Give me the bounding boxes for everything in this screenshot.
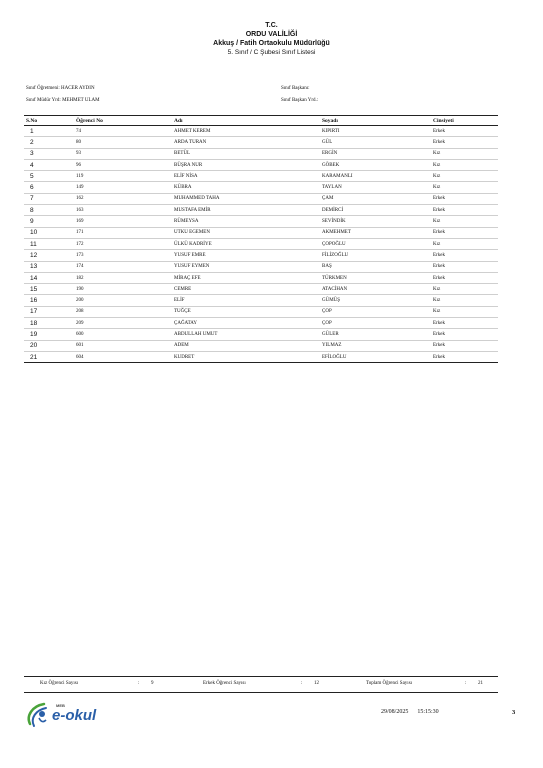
cell-sno: 4 — [24, 159, 74, 170]
cell-gender: Erkek — [431, 126, 498, 137]
table-row — [24, 261, 498, 272]
print-date: 29/08/2025 — [381, 709, 409, 715]
cell-gender: Erkek — [431, 351, 498, 362]
cell-name: ABDULLAH UMUT — [172, 329, 320, 340]
page-number: 3 — [512, 709, 516, 716]
cell-name: AHMET KEREM — [172, 126, 320, 137]
cell-gender: Erkek — [431, 318, 498, 329]
cell-sno: 18 — [24, 318, 74, 329]
cell-gender: Erkek — [431, 205, 498, 216]
cell-surname: ATACİHAN — [320, 284, 431, 295]
logo-text: e-okul — [52, 707, 97, 724]
cell-gender: Erkek — [431, 193, 498, 204]
total-count-label: Toplam Öğrenci Sayısı — [366, 681, 413, 686]
cell-name: ARDA TURAN — [172, 137, 320, 148]
table-row — [24, 126, 498, 137]
cell-student-no: 163 — [74, 205, 172, 216]
cell-gender: Erkek — [431, 227, 498, 238]
header-school: Akkuş / Fatih Ortaokulu Müdürlüğü — [213, 40, 330, 47]
cell-sno: 21 — [24, 351, 74, 362]
cell-gender: Kız — [431, 148, 498, 159]
header-tc: T.C. — [265, 22, 278, 29]
total-count-value: 21 — [478, 681, 483, 686]
cell-surname: GÜL — [320, 137, 431, 148]
logo-meb-text: MEB — [56, 703, 65, 708]
table-row — [24, 295, 498, 306]
cell-surname: SEVİNDİK — [320, 216, 431, 227]
cell-surname: KIPIRTI — [320, 126, 431, 137]
cell-sno: 15 — [24, 284, 74, 295]
cell-name: ÜLKÜ KADRİYE — [172, 238, 320, 249]
cell-name: ADEM — [172, 340, 320, 351]
header-governorship: ORDU VALİLİĞİ — [245, 31, 298, 38]
cell-name: TUĞÇE — [172, 306, 320, 317]
summary-bottom-rule — [24, 692, 498, 693]
cell-name: UTKU EGEMEN — [172, 227, 320, 238]
class-teacher: Sınıf Öğretmeni: HACER AYDIN — [26, 86, 95, 91]
table-row — [24, 318, 498, 329]
cell-gender: Kız — [431, 159, 498, 170]
class-vice-president: Sınıf Başkan Yrd.: — [281, 98, 319, 103]
cell-surname: ERGİN — [320, 148, 431, 159]
cell-student-no: 171 — [74, 227, 172, 238]
column-header-student-no: Öğrenci No — [74, 116, 172, 126]
cell-surname: YILMAZ — [320, 340, 431, 351]
cell-student-no: 93 — [74, 148, 172, 159]
cell-sno: 19 — [24, 329, 74, 340]
cell-gender: Erkek — [431, 329, 498, 340]
cell-name: MUSTAFA EMİR — [172, 205, 320, 216]
cell-student-no: 604 — [74, 351, 172, 362]
cell-sno: 13 — [24, 261, 74, 272]
cell-sno: 7 — [24, 193, 74, 204]
cell-surname: ÇOP — [320, 306, 431, 317]
cell-gender: Kız — [431, 171, 498, 182]
class-president: Sınıf Başkanı: — [281, 86, 310, 91]
boys-count-value: 12 — [314, 681, 319, 686]
table-row — [24, 250, 498, 261]
cell-sno: 12 — [24, 250, 74, 261]
cell-sno: 2 — [24, 137, 74, 148]
column-header-gender: Cinsiyeti — [431, 116, 498, 126]
cell-sno: 16 — [24, 295, 74, 306]
column-header-surname: Soyadı — [320, 116, 431, 126]
total-count-separator: : — [465, 681, 467, 686]
student-table — [24, 115, 498, 363]
cell-surname: AKMEHMET — [320, 227, 431, 238]
cell-student-no: 174 — [74, 261, 172, 272]
cell-surname: FİLİZOĞLU — [320, 250, 431, 261]
table-row — [24, 216, 498, 227]
cell-sno: 14 — [24, 272, 74, 283]
summary-top-rule — [24, 676, 498, 677]
cell-name: BÜŞRA NUR — [172, 159, 320, 170]
cell-student-no: 182 — [74, 272, 172, 283]
cell-student-no: 74 — [74, 126, 172, 137]
print-timestamp — [381, 709, 439, 715]
cell-gender: Erkek — [431, 340, 498, 351]
table-row — [24, 148, 498, 159]
cell-name: KUDRET — [172, 351, 320, 362]
cell-student-no: 200 — [74, 295, 172, 306]
cell-gender: Kız — [431, 306, 498, 317]
column-header-sno: S.No — [24, 116, 74, 126]
table-row — [24, 306, 498, 317]
cell-sno: 11 — [24, 238, 74, 249]
cell-name: CEMRE — [172, 284, 320, 295]
cell-name: BETÜL — [172, 148, 320, 159]
cell-name: RÜMEYSA — [172, 216, 320, 227]
column-header-name: Adı — [172, 116, 320, 126]
cell-name: ELİF NİSA — [172, 171, 320, 182]
cell-surname: TÜRKMEN — [320, 272, 431, 283]
cell-gender: Kız — [431, 284, 498, 295]
cell-gender: Kız — [431, 295, 498, 306]
cell-student-no: 173 — [74, 250, 172, 261]
cell-surname: GÖBEK — [320, 159, 431, 170]
table-row — [24, 284, 498, 295]
vice-principal: Sınıf Müdür Yrd: MEHMET ULAM — [26, 98, 100, 103]
cell-gender: Kız — [431, 238, 498, 249]
cell-surname: EFİLOĞLU — [320, 351, 431, 362]
cell-surname: ÇOPOĞLU — [320, 238, 431, 249]
table-row — [24, 182, 498, 193]
header-list-title: 5. Sınıf / C Şubesi Sınıf Listesi — [227, 49, 316, 56]
girls-count-value: 9 — [151, 681, 154, 686]
girls-count-separator: : — [138, 681, 140, 686]
cell-surname: GÜMÜŞ — [320, 295, 431, 306]
table-row — [24, 340, 498, 351]
cell-gender: Erkek — [431, 250, 498, 261]
cell-name: MUHAMMED TAHA — [172, 193, 320, 204]
cell-student-no: 208 — [74, 306, 172, 317]
cell-student-no: 162 — [74, 193, 172, 204]
cell-sno: 8 — [24, 205, 74, 216]
cell-sno: 17 — [24, 306, 74, 317]
cell-surname: DEMİRCİ — [320, 205, 431, 216]
cell-sno: 5 — [24, 171, 74, 182]
table-row — [24, 171, 498, 182]
cell-sno: 9 — [24, 216, 74, 227]
table-row — [24, 137, 498, 148]
cell-gender: Erkek — [431, 261, 498, 272]
cell-student-no: 169 — [74, 216, 172, 227]
cell-name: KÜBRA — [172, 182, 320, 193]
cell-surname: ÇOP — [320, 318, 431, 329]
table-row — [24, 159, 498, 170]
cell-sno: 6 — [24, 182, 74, 193]
cell-name: YUSUF EMRE — [172, 250, 320, 261]
cell-name: ÇAĞATAY — [172, 318, 320, 329]
table-header-row — [24, 116, 498, 126]
table-row — [24, 193, 498, 204]
cell-student-no: 172 — [74, 238, 172, 249]
cell-sno: 20 — [24, 340, 74, 351]
cell-surname: GÜLER — [320, 329, 431, 340]
cell-student-no: 601 — [74, 340, 172, 351]
cell-name: MİRAÇ EFE — [172, 272, 320, 283]
cell-student-no: 209 — [74, 318, 172, 329]
cell-student-no: 149 — [74, 182, 172, 193]
cell-surname: BAŞ — [320, 261, 431, 272]
girls-count-label: Kız Öğrenci Sayısı — [40, 681, 79, 686]
cell-student-no: 119 — [74, 171, 172, 182]
cell-student-no: 80 — [74, 137, 172, 148]
cell-surname: ÇAM — [320, 193, 431, 204]
cell-student-no: 190 — [74, 284, 172, 295]
cell-gender: Erkek — [431, 272, 498, 283]
cell-gender: Kız — [431, 182, 498, 193]
cell-sno: 1 — [24, 126, 74, 137]
cell-sno: 10 — [24, 227, 74, 238]
boys-count-label: Erkek Öğrenci Sayısı — [203, 681, 246, 686]
print-time: 15:15:30 — [417, 709, 439, 715]
cell-name: YUSUF EYMEN — [172, 261, 320, 272]
cell-gender: Kız — [431, 216, 498, 227]
cell-student-no: 96 — [74, 159, 172, 170]
cell-sno: 3 — [24, 148, 74, 159]
cell-surname: TAYLAN — [320, 182, 431, 193]
boys-count-separator: : — [301, 681, 303, 686]
table-row — [24, 351, 498, 362]
table-row — [24, 272, 498, 283]
cell-surname: KARAMANLI — [320, 171, 431, 182]
table-row — [24, 238, 498, 249]
document-header — [0, 21, 543, 58]
table-row — [24, 329, 498, 340]
cell-name: ELİF — [172, 295, 320, 306]
cell-student-no: 600 — [74, 329, 172, 340]
cell-gender: Erkek — [431, 137, 498, 148]
table-row — [24, 227, 498, 238]
table-row — [24, 205, 498, 216]
